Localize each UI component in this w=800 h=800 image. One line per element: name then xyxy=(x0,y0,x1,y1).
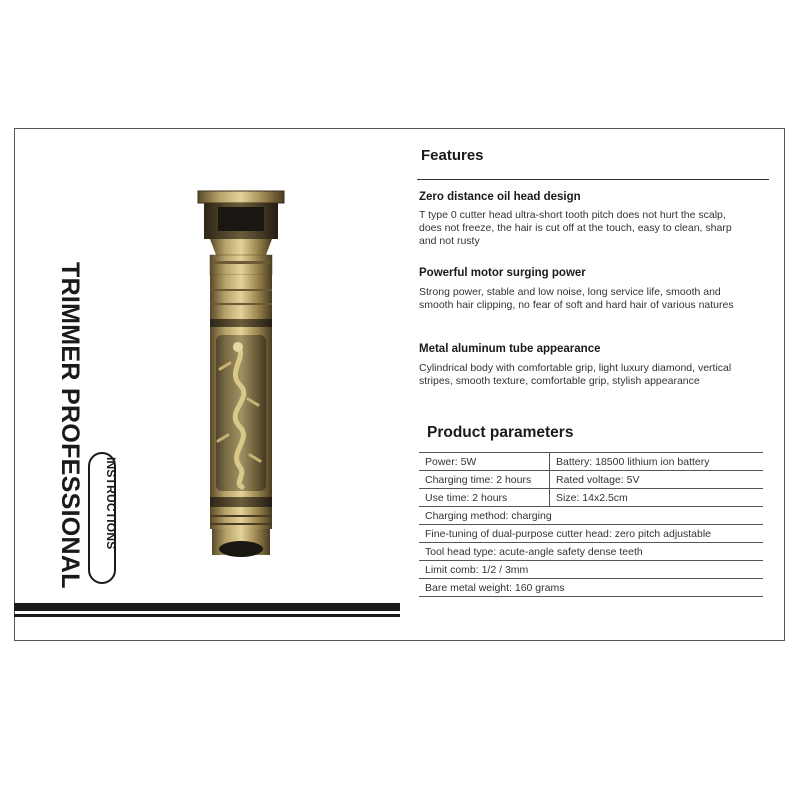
table-cell: Charging method: charging xyxy=(419,507,763,525)
table-row xyxy=(419,543,763,561)
table-cell: Power: 5W xyxy=(419,453,550,471)
feature-line: Strong power, stable and low noise, long service life, smooth and xyxy=(419,286,721,298)
feature-body xyxy=(419,286,775,312)
table-cell: Rated voltage: 5V xyxy=(550,471,764,489)
table-row xyxy=(419,561,763,579)
feature-body xyxy=(419,209,775,248)
table-row xyxy=(419,507,763,525)
table-row xyxy=(419,453,763,471)
decor-stripe-thin xyxy=(14,614,400,617)
trimmer-image xyxy=(190,185,290,570)
table-cell: Size: 14x2.5cm xyxy=(550,489,764,507)
feature-line: Cylindrical body with comfortable grip, light luxury diamond, vertical xyxy=(419,362,732,374)
params-heading: Product parameters xyxy=(427,424,574,441)
table-cell: Fine-tuning of dual-purpose cutter head: zero pitch adjustable xyxy=(419,525,763,543)
params-table xyxy=(419,452,763,597)
feature-line: stripes, smooth texture, comfortable grip, stylish appearance xyxy=(419,375,700,387)
table-cell: Charging time: 2 hours xyxy=(419,471,550,489)
table-row xyxy=(419,471,763,489)
feature-title: Powerful motor surging power xyxy=(419,267,586,279)
feature-line: smooth hair clipping, no fear of soft and hard hair of various natures xyxy=(419,299,734,311)
feature-body xyxy=(419,362,775,388)
instructions-badge xyxy=(88,452,116,584)
table-cell: Tool head type: acute-angle safety dense teeth xyxy=(419,543,763,561)
feature-line: and not rusty xyxy=(419,235,480,247)
product-title: TRIMMER PROFESSIONAL xyxy=(56,262,84,589)
feature-title: Metal aluminum tube appearance xyxy=(419,343,601,355)
feature-line: does not freeze, the hair is cut off at the touch, easy to clean, sharp xyxy=(419,222,732,234)
feature-title: Zero distance oil head design xyxy=(419,191,581,203)
decor-stripe-thick xyxy=(14,603,400,611)
table-cell: Limit comb: 1/2 / 3mm xyxy=(419,561,763,579)
table-cell: Bare metal weight: 160 grams xyxy=(419,579,763,597)
table-row xyxy=(419,525,763,543)
table-row xyxy=(419,489,763,507)
table-cell: Use time: 2 hours xyxy=(419,489,550,507)
table-cell: Battery: 18500 lithium ion battery xyxy=(550,453,764,471)
features-heading: Features xyxy=(421,147,484,164)
feature-line: T type 0 cutter head ultra-short tooth pitch does not hurt the scalp, xyxy=(419,209,726,221)
features-rule xyxy=(417,179,769,180)
instructions-badge-label: INSTRUCTIONS xyxy=(104,457,118,550)
table-row xyxy=(419,579,763,597)
